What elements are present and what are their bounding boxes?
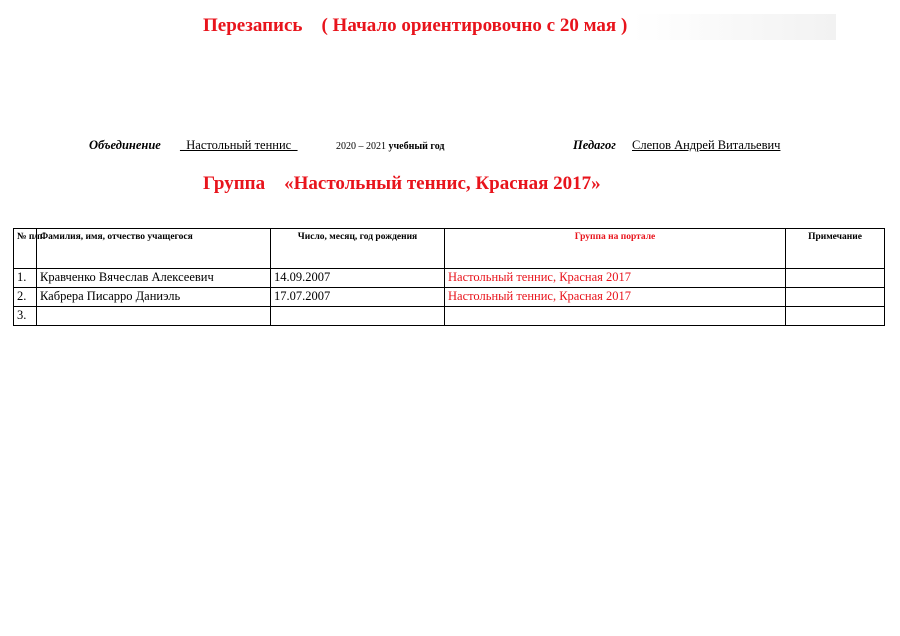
- row-dob: 14.09.2007: [271, 269, 445, 288]
- table-row: [14, 288, 885, 307]
- row-num: 3.: [14, 307, 37, 326]
- row-portal-group: [445, 307, 786, 326]
- teacher-value: Слепов Андрей Витальевич: [632, 138, 781, 152]
- row-name: Кабрера Писарро Даниэль: [37, 288, 271, 307]
- header-note: Примечание: [786, 229, 885, 269]
- row-num: 2.: [14, 288, 37, 307]
- row-note: [786, 269, 885, 288]
- row-portal-group: Настольный теннис, Красная 2017: [445, 269, 786, 288]
- association-label: Объединение: [89, 138, 161, 152]
- row-portal-group: Настольный теннис, Красная 2017: [445, 288, 786, 307]
- header-num: № п/п: [14, 229, 37, 269]
- page-title: Перезапись ( Начало ориентировочно с 20 мая ): [203, 15, 628, 36]
- year-value: 2020 – 2021: [336, 141, 386, 152]
- academic-year: [336, 141, 444, 152]
- table-header-row: [14, 229, 885, 269]
- row-note: [786, 307, 885, 326]
- row-dob: 17.07.2007: [271, 288, 445, 307]
- year-label: учебный год: [388, 141, 445, 152]
- header-portal-group: Группа на портале: [445, 229, 786, 269]
- row-num: 1.: [14, 269, 37, 288]
- table-row: [14, 307, 885, 326]
- group-title: Группа «Настольный теннис, Красная 2017»: [203, 173, 601, 194]
- association-value: _Настольный теннис_: [180, 138, 298, 152]
- row-name: Кравченко Вячеслав Алексеевич: [37, 269, 271, 288]
- row-name: [37, 307, 271, 326]
- table-row: [14, 269, 885, 288]
- row-dob: [271, 307, 445, 326]
- row-note: [786, 288, 885, 307]
- students-table: [13, 228, 885, 326]
- header-dob: Число, месяц, год рождения: [271, 229, 445, 269]
- teacher-label: Педагог: [573, 138, 616, 152]
- header-name: Фамилия, имя, отчество учащегося: [37, 229, 271, 269]
